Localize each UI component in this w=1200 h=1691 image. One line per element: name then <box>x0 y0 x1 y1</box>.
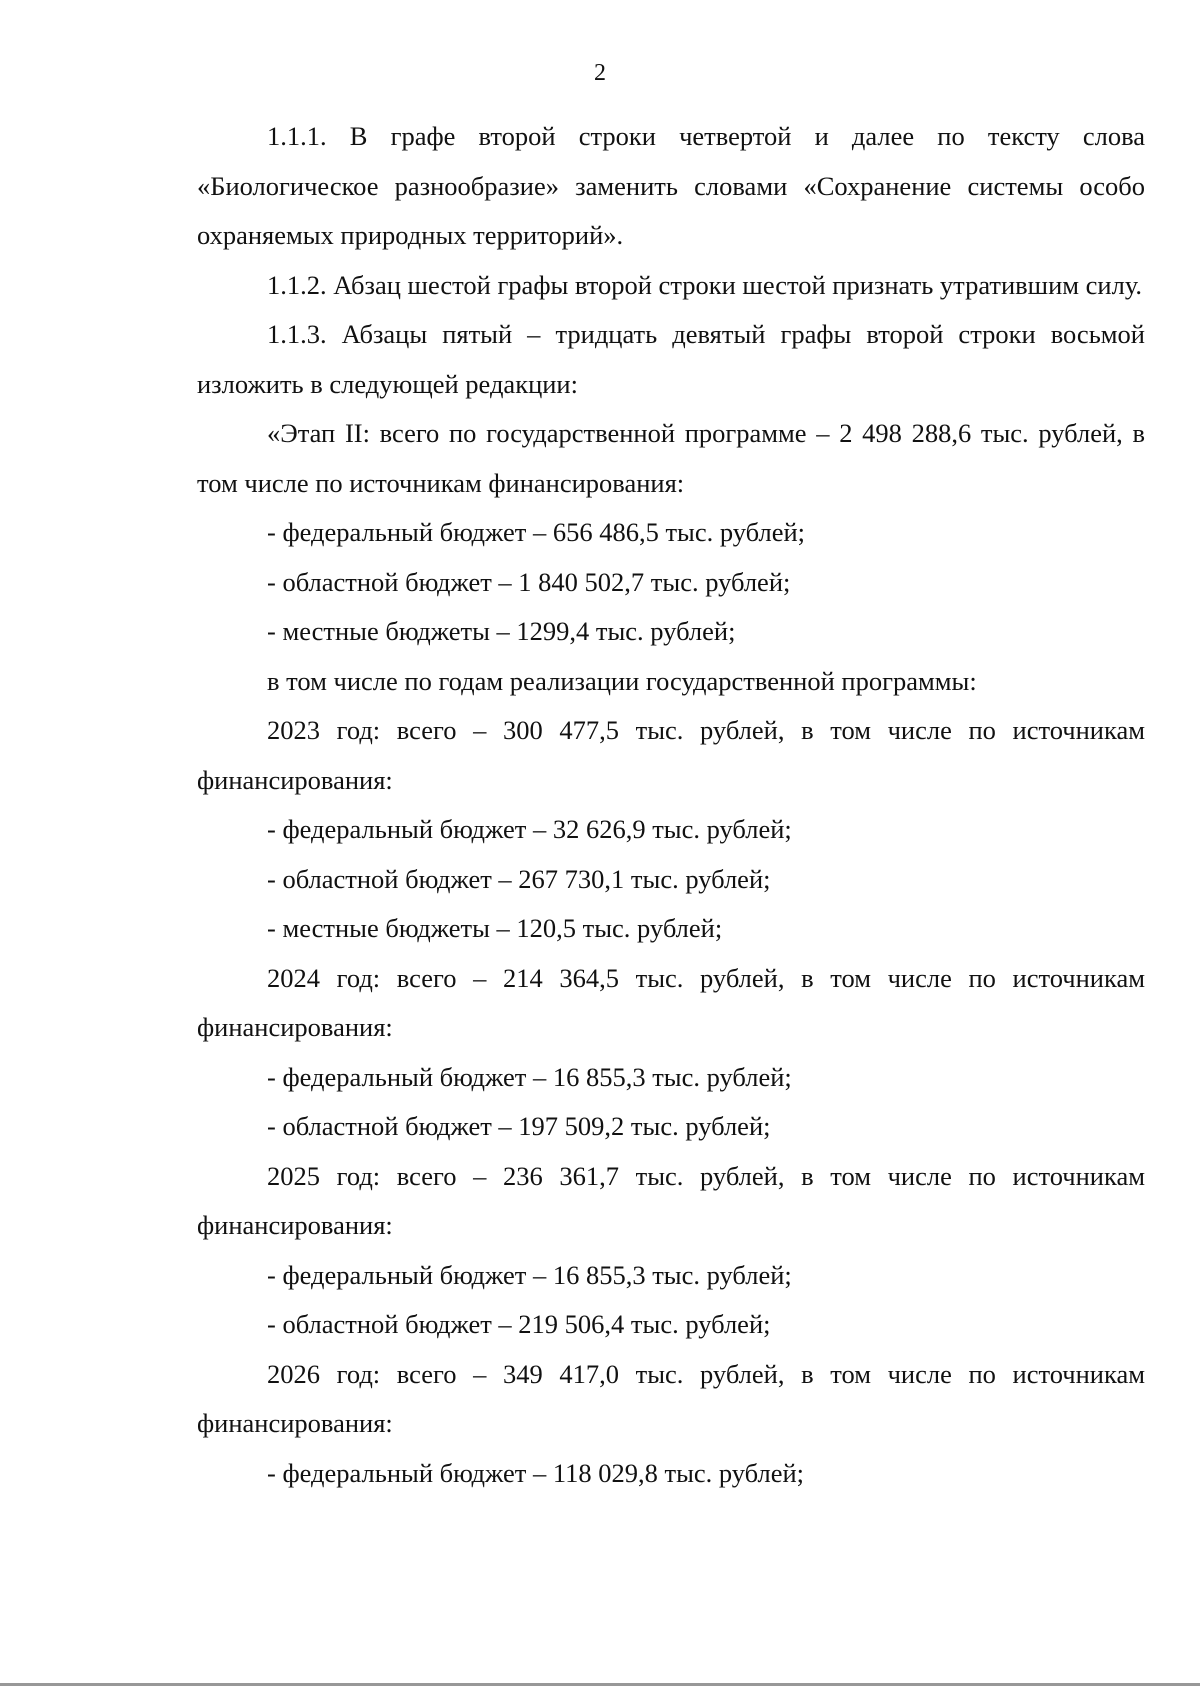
paragraph-1-1-3: 1.1.3. Абзацы пятый – тридцать девятый графы второй строки восьмой изложить в следующей редакции: <box>197 319 1145 399</box>
paragraph-stage-2-total: «Этап II: всего по государственной программе – 2 498 288,6 тыс. рублей, в том числе по источникам финансирования: <box>197 418 1145 498</box>
paragraph-1-1-1: 1.1.1. В графе второй строки четвертой и далее по тексту слова «Биологическое разнообразие» заменить словами «Сохранение системы особо охраняемых природных территорий». <box>197 121 1145 250</box>
list-item-2023-local: - местные бюджеты – 120,5 тыс. рублей; <box>267 913 723 943</box>
paragraph-year-2024: 2024 год: всего – 214 364,5 тыс. рублей, в том числе по источникам финансирования: <box>197 962 1145 1042</box>
list-item-2024-federal: - федеральный бюджет – 16 855,3 тыс. рублей; <box>267 1061 792 1092</box>
list-item-2025-federal: - федеральный бюджет – 16 855,3 тыс. рублей; <box>267 1259 792 1290</box>
paragraph-year-2026: 2026 год: всего – 349 417,0 тыс. рублей, в том числе по источникам финансирования: <box>197 1358 1145 1438</box>
list-item-regional: - областной бюджет – 1 840 502,7 тыс. рублей; <box>267 566 791 597</box>
list-item-2023-regional: - областной бюджет – 267 730,1 тыс. рублей; <box>267 863 771 894</box>
list-item-2025-regional: - областной бюджет – 219 506,4 тыс. рублей; <box>267 1309 771 1339</box>
list-item-2023-federal: - федеральный бюджет – 32 626,9 тыс. рублей; <box>267 814 792 844</box>
list-item-local: - местные бюджеты – 1299,4 тыс. рублей; <box>267 616 736 646</box>
document-body <box>197 112 1145 1498</box>
paragraph-1-1-2: 1.1.2. Абзац шестой графы второй строки шестой признать утратившим силу. <box>267 269 1143 300</box>
page-number: 2 <box>594 60 606 86</box>
list-item-federal: - федеральный бюджет – 656 486,5 тыс. рублей; <box>267 517 806 547</box>
list-item-2024-regional: - областной бюджет – 197 509,2 тыс. рублей; <box>267 1111 771 1141</box>
scan-bottom-edge-line <box>0 1683 1200 1686</box>
paragraph-year-2025: 2025 год: всего – 236 361,7 тыс. рублей, в том числе по источникам финансирования: <box>197 1160 1145 1240</box>
paragraph-year-2023: 2023 год: всего – 300 477,5 тыс. рублей, в том числе по источникам финансирования: <box>197 715 1145 795</box>
paragraph-by-years: в том числе по годам реализации государственной программы: <box>267 665 977 696</box>
list-item-2026-federal: - федеральный бюджет – 118 029,8 тыс. рублей; <box>267 1457 805 1488</box>
